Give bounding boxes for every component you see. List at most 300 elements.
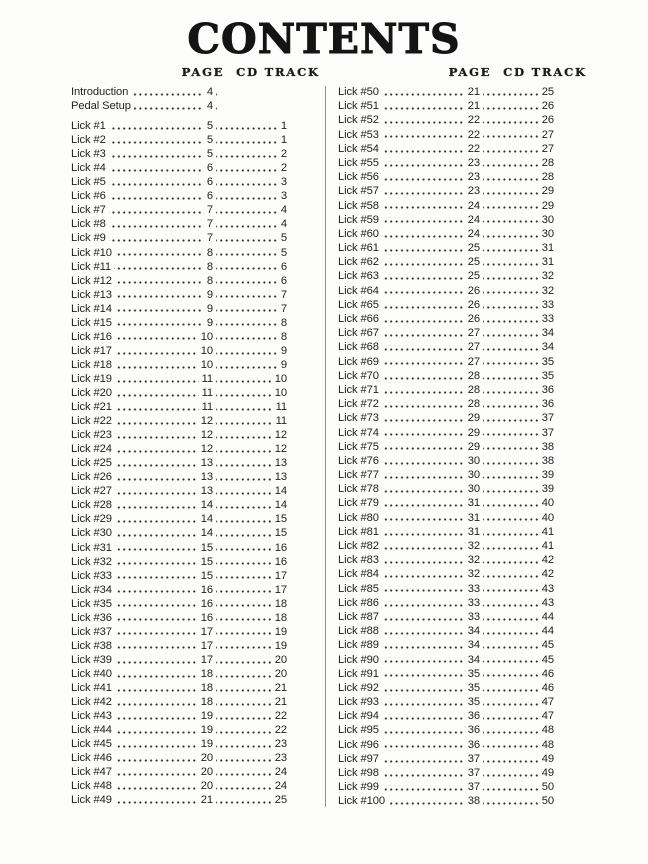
toc-page-number: 36 (465, 709, 483, 723)
toc-track-number: 24 (272, 779, 287, 793)
toc-track-number: 25 (272, 793, 287, 807)
toc-track-number: 8 (278, 330, 287, 344)
toc-row (338, 113, 554, 127)
toc-track-number: 30 (539, 227, 554, 241)
toc-row (71, 611, 287, 625)
toc-row (71, 203, 287, 217)
toc-track-number: 14 (272, 498, 287, 512)
toc-row (71, 260, 287, 274)
toc-page-number: 15 (198, 541, 216, 555)
toc-track-number: 27 (539, 128, 554, 142)
toc-page-number: 35 (465, 681, 483, 695)
toc-track-number: 33 (539, 298, 554, 312)
toc-track-number: 14 (272, 484, 287, 498)
toc-page-number: 26 (465, 312, 483, 326)
toc-row (338, 383, 554, 397)
toc-entry-label: Lick #53 (338, 128, 382, 142)
toc-entry-label: Lick #24 (71, 442, 115, 456)
toc-track-number: 15 (272, 512, 287, 526)
toc-entry-label: Lick #23 (71, 428, 115, 442)
toc-track-number: 23 (272, 737, 287, 751)
toc-page-number: 5 (204, 119, 216, 133)
toc-entry-label: Lick #18 (71, 358, 115, 372)
toc-entry-label: Lick #68 (338, 340, 382, 354)
toc-entry-label: Lick #78 (338, 482, 382, 496)
toc-row (71, 442, 287, 456)
toc-row (338, 312, 554, 326)
toc-page-number: 15 (198, 555, 216, 569)
toc-track-number: 48 (539, 738, 554, 752)
toc-row (338, 369, 554, 383)
toc-track-number: 12 (272, 428, 287, 442)
toc-row (71, 358, 287, 372)
toc-track-number: 42 (539, 553, 554, 567)
toc-entry-label: Lick #51 (338, 99, 382, 113)
toc-entry-label: Lick #50 (338, 85, 382, 99)
toc-track-number: 35 (539, 355, 554, 369)
toc-page-number: 23 (465, 170, 483, 184)
toc-row (338, 340, 554, 354)
toc-entry-label: Lick #61 (338, 241, 382, 255)
toc-row (71, 625, 287, 639)
toc-page-number: 10 (198, 330, 216, 344)
toc-row (71, 793, 287, 807)
toc-entry-label: Lick #77 (338, 468, 382, 482)
toc-page-number: 6 (204, 175, 216, 189)
toc-page-number: 37 (465, 766, 483, 780)
toc-entry-label: Lick #98 (338, 766, 382, 780)
toc-entry-label: Lick #63 (338, 269, 382, 283)
toc-track-number: 6 (278, 260, 287, 274)
toc-track-number: 11 (273, 400, 287, 414)
toc-track-number: 31 (539, 241, 554, 255)
toc-row (338, 284, 554, 298)
toc-entry-label: Lick #32 (71, 555, 115, 569)
toc-row (338, 298, 554, 312)
toc-row (71, 386, 287, 400)
toc-track-number: 39 (539, 468, 554, 482)
toc-entry-label: Lick #64 (338, 284, 382, 298)
toc-page-number: 26 (465, 298, 483, 312)
toc-page-number: 22 (465, 128, 483, 142)
toc-row (338, 525, 554, 539)
toc-entry-label: Lick #22 (71, 414, 115, 428)
toc-page-number: 18 (198, 695, 216, 709)
toc-entry-label: Lick #7 (71, 203, 109, 217)
toc-entry-label: Lick #89 (338, 638, 382, 652)
toc-track-number: 46 (539, 681, 554, 695)
toc-entry-label: Lick #12 (71, 274, 115, 288)
toc-page-number: 29 (465, 426, 483, 440)
toc-row (71, 498, 287, 512)
toc-row (71, 231, 287, 245)
toc-entry-label: Lick #87 (338, 610, 382, 624)
toc-entry-label: Lick #55 (338, 156, 382, 170)
toc-entry-label: Lick #28 (71, 498, 115, 512)
toc-page-number: 24 (465, 199, 483, 213)
toc-track-number: 13 (272, 456, 287, 470)
toc-track-number: 32 (539, 284, 554, 298)
toc-track-number: 47 (539, 709, 554, 723)
toc-entry-label: Lick #96 (338, 738, 382, 752)
toc-row (338, 213, 554, 227)
toc-page-number: 16 (198, 597, 216, 611)
toc-page-number: 27 (465, 340, 483, 354)
toc-track-number: 18 (272, 611, 287, 625)
toc-page-number: 32 (465, 539, 483, 553)
toc-entry-label: Lick #71 (338, 383, 382, 397)
toc-entry-label: Lick #91 (338, 667, 382, 681)
toc-entry-label: Lick #27 (71, 484, 115, 498)
toc-row (71, 667, 287, 681)
toc-entry-label: Lick #58 (338, 199, 382, 213)
toc-row (71, 723, 287, 737)
column-headers (338, 64, 587, 85)
toc-entry-label: Lick #94 (338, 709, 382, 723)
toc-page-number: 21 (465, 85, 483, 99)
toc-entry-label: Lick #25 (71, 456, 115, 470)
toc-entry-label: Lick #8 (71, 217, 109, 231)
toc-page-number: 25 (465, 269, 483, 283)
toc-entry-label: Lick #14 (71, 302, 115, 316)
toc-page-number: 10 (198, 344, 216, 358)
toc-track-number: 29 (539, 199, 554, 213)
toc-track-number: 1 (278, 119, 287, 133)
toc-entry-label: Lick #73 (338, 411, 382, 425)
toc-entry-label: Lick #38 (71, 639, 115, 653)
toc-entry-label: Lick #52 (338, 113, 382, 127)
toc-entry-label: Lick #66 (338, 312, 382, 326)
toc-page-number: 27 (465, 326, 483, 340)
column-headers (71, 64, 320, 85)
toc-row (338, 184, 554, 198)
toc-entry-label: Lick #11 (71, 260, 114, 274)
toc-page-number: 12 (198, 414, 216, 428)
toc-column-right (338, 64, 587, 809)
toc-page-number: 30 (465, 454, 483, 468)
toc-page-number: 10 (198, 358, 216, 372)
toc-page-number: 18 (198, 681, 216, 695)
toc-entry-label: Lick #42 (71, 695, 115, 709)
toc-page-number: 8 (204, 246, 216, 260)
toc-track-number: 5 (278, 246, 287, 260)
toc-track-number: 23 (272, 751, 287, 765)
toc-track-number: 10 (272, 386, 287, 400)
toc-track-number: 30 (539, 213, 554, 227)
toc-entry-label: Lick #95 (338, 723, 382, 737)
toc-row (338, 241, 554, 255)
toc-page-number: 12 (198, 442, 216, 456)
toc-track-number: 35 (539, 369, 554, 383)
toc-page-number: 28 (465, 397, 483, 411)
toc-row (338, 99, 554, 113)
toc-entry-label: Lick #36 (71, 611, 115, 625)
toc-track-number: 3 (278, 189, 287, 203)
toc-track-number: 4 (278, 203, 287, 217)
toc-page-number: 24 (465, 227, 483, 241)
toc-row (338, 142, 554, 156)
toc-track-number: 46 (539, 667, 554, 681)
toc-entry-label: Lick #60 (338, 227, 382, 241)
toc-page-number: 11 (199, 400, 216, 414)
toc-entry-label: Lick #92 (338, 681, 382, 695)
toc-entry-label: Lick #34 (71, 583, 115, 597)
toc-row (338, 326, 554, 340)
toc-row (71, 175, 287, 189)
toc-row (338, 681, 554, 695)
toc-entry-label: Lick #13 (71, 288, 115, 302)
toc-page-number: 23 (465, 184, 483, 198)
toc-row (338, 426, 554, 440)
toc-entry-label: Lick #72 (338, 397, 382, 411)
toc-entry-label: Lick #49 (71, 793, 115, 807)
toc-row (71, 456, 287, 470)
toc-track-number: 45 (539, 638, 554, 652)
toc-row (71, 428, 287, 442)
toc-row (71, 639, 287, 653)
toc-entry-label: Lick #97 (338, 752, 382, 766)
toc-entry-label: Lick #21 (71, 400, 115, 414)
toc-page-number: 22 (465, 142, 483, 156)
toc-track-number: 11 (273, 414, 287, 428)
toc-row (338, 397, 554, 411)
toc-row (338, 482, 554, 496)
toc-page-number: 35 (465, 667, 483, 681)
toc-page-number: 4 (204, 99, 216, 113)
toc-row (71, 484, 287, 498)
toc-entry-label: Lick #35 (71, 597, 115, 611)
page-column-header: PAGE (181, 65, 225, 79)
toc-entry-label: Lick #99 (338, 780, 382, 794)
toc-row (338, 766, 554, 780)
toc-track-number: 38 (539, 440, 554, 454)
toc-row (338, 496, 554, 510)
toc-page-number: 28 (465, 383, 483, 397)
toc-page-number: 31 (465, 496, 483, 510)
toc-row (338, 511, 554, 525)
toc-row (338, 723, 554, 737)
toc-page-number: 14 (198, 498, 216, 512)
toc-track-number: 47 (539, 695, 554, 709)
toc-row (338, 553, 554, 567)
toc-page-number: 25 (465, 255, 483, 269)
toc-row (71, 372, 287, 386)
toc-row (338, 227, 554, 241)
toc-row (71, 541, 287, 555)
toc-page-number: 32 (465, 553, 483, 567)
toc-track-number: 49 (539, 766, 554, 780)
toc-page-number: 32 (465, 567, 483, 581)
toc-track-number: 36 (539, 397, 554, 411)
toc-row (71, 246, 287, 260)
toc-track-number: 17 (272, 569, 287, 583)
toc-track-number: 28 (539, 170, 554, 184)
toc-row (71, 302, 287, 316)
toc-page-number: 33 (465, 610, 483, 624)
toc-row (338, 596, 554, 610)
toc-page-number: 14 (198, 526, 216, 540)
toc-page-number: 16 (198, 611, 216, 625)
toc-page-number: 6 (204, 189, 216, 203)
toc-track-number: 40 (539, 496, 554, 510)
toc-row (338, 738, 554, 752)
toc-page-number: 37 (465, 752, 483, 766)
page-title: CONTENTS (187, 15, 461, 63)
toc-entry-label: Lick #79 (338, 496, 382, 510)
toc-row (338, 624, 554, 638)
toc-track-number: 1 (278, 133, 287, 147)
toc-track-number: 37 (539, 411, 554, 425)
toc-entry-label: Lick #46 (71, 751, 115, 765)
toc-page-number: 30 (465, 482, 483, 496)
toc-page-number: 22 (465, 113, 483, 127)
toc-track-number: 9 (278, 344, 287, 358)
toc-track-number: 24 (272, 765, 287, 779)
toc-row (338, 567, 554, 581)
toc-page-number: 7 (204, 203, 216, 217)
toc-page-number: 7 (204, 217, 216, 231)
toc-track-number: 49 (539, 752, 554, 766)
toc-page-number: 34 (465, 638, 483, 652)
toc-track-number: 7 (278, 288, 287, 302)
toc-page-number: 28 (465, 369, 483, 383)
toc-page-number: 11 (199, 386, 216, 400)
toc-track-number: 8 (278, 316, 287, 330)
toc-entry-label: Pedal Setup (71, 99, 134, 113)
toc-page-number: 19 (198, 723, 216, 737)
toc-entry-label: Lick #9 (71, 231, 109, 245)
toc-row (71, 737, 287, 751)
toc-page-number: 17 (198, 653, 216, 667)
toc-entry-label: Lick #43 (71, 709, 115, 723)
toc-entry-label: Lick #83 (338, 553, 382, 567)
toc-row (71, 119, 287, 133)
toc-track-number: 41 (539, 525, 554, 539)
toc-page-number: 13 (198, 470, 216, 484)
toc-page-number: 5 (204, 133, 216, 147)
toc-page-number: 36 (465, 723, 483, 737)
toc-entry-label: Lick #56 (338, 170, 382, 184)
toc-page-number: 26 (465, 284, 483, 298)
toc-row (338, 85, 554, 99)
toc-track-number: 44 (539, 624, 554, 638)
toc-row (338, 454, 554, 468)
toc-row (71, 400, 287, 414)
toc-track-number: 22 (272, 723, 287, 737)
toc-page-number: 27 (465, 355, 483, 369)
toc-track-number: 16 (272, 541, 287, 555)
toc-page-number: 13 (198, 456, 216, 470)
toc-page-number: 21 (465, 99, 483, 113)
toc-row (71, 695, 287, 709)
toc-entry-label: Lick #5 (71, 175, 109, 189)
toc-entry-label: Lick #67 (338, 326, 382, 340)
toc-track-number: 37 (539, 426, 554, 440)
toc-entry-label: Lick #44 (71, 723, 115, 737)
toc-page-number: 24 (465, 213, 483, 227)
toc-row (71, 569, 287, 583)
toc-track-number: 33 (539, 312, 554, 326)
toc-entry-label: Lick #48 (71, 779, 115, 793)
toc-row (71, 330, 287, 344)
toc-track-number: 41 (539, 539, 554, 553)
toc-track-number: 2 (278, 161, 287, 175)
toc-page-number: 38 (465, 794, 483, 808)
toc-page-number: 5 (204, 147, 216, 161)
toc-row (71, 765, 287, 779)
toc-track-number: 16 (272, 555, 287, 569)
toc-track-number: 9 (278, 358, 287, 372)
toc-page-number: 23 (465, 156, 483, 170)
toc-row (338, 582, 554, 596)
toc-column-left (71, 64, 320, 807)
toc-entry-label: Lick #80 (338, 511, 382, 525)
toc-row (338, 355, 554, 369)
toc-entry-label: Lick #17 (71, 344, 115, 358)
toc-row (71, 779, 287, 793)
toc-track-number: 31 (539, 255, 554, 269)
toc-rows-left (71, 85, 287, 807)
toc-row (338, 638, 554, 652)
toc-entry-label: Lick #82 (338, 539, 382, 553)
toc-entry-label: Lick #69 (338, 355, 382, 369)
toc-entry-label: Lick #76 (338, 454, 382, 468)
toc-entry-label: Lick #84 (338, 567, 382, 581)
toc-page-number: 9 (204, 288, 216, 302)
toc-row (338, 199, 554, 213)
toc-row (71, 217, 287, 231)
toc-row (338, 695, 554, 709)
toc-entry-label: Introduction (71, 85, 131, 99)
toc-page-number: 12 (198, 428, 216, 442)
toc-page-number: 7 (204, 231, 216, 245)
toc-page-number: 8 (204, 274, 216, 288)
toc-page-number: 13 (198, 484, 216, 498)
toc-row (338, 653, 554, 667)
toc-row (338, 667, 554, 681)
toc-row (71, 161, 287, 175)
toc-row (71, 555, 287, 569)
toc-page-number: 21 (198, 793, 216, 807)
toc-page-number: 30 (465, 468, 483, 482)
toc-page-number: 29 (465, 440, 483, 454)
toc-track-number: 20 (272, 667, 287, 681)
toc-entry-label: Lick #41 (71, 681, 115, 695)
toc-track-number: 20 (272, 653, 287, 667)
toc-row (71, 583, 287, 597)
toc-page-number: 16 (198, 583, 216, 597)
toc-page-number: 18 (198, 667, 216, 681)
toc-track-number: 39 (539, 482, 554, 496)
toc-page-number: 20 (198, 751, 216, 765)
toc-track-number: 44 (539, 610, 554, 624)
toc-entry-label: Lick #40 (71, 667, 115, 681)
toc-entry-label: Lick #16 (71, 330, 115, 344)
toc-track-number: 4 (278, 217, 287, 231)
toc-entry-label: Lick #29 (71, 512, 115, 526)
toc-page-number: 17 (198, 625, 216, 639)
toc-track-number: 26 (539, 99, 554, 113)
toc-track-number: 25 (539, 85, 554, 99)
toc-entry-label: Lick #30 (71, 526, 115, 540)
toc-page-number: 33 (465, 582, 483, 596)
toc-track-number: 28 (539, 156, 554, 170)
toc-row (71, 751, 287, 765)
toc-row (71, 133, 287, 147)
toc-row (71, 288, 287, 302)
toc-row (71, 512, 287, 526)
toc-entry-label: Lick #57 (338, 184, 382, 198)
